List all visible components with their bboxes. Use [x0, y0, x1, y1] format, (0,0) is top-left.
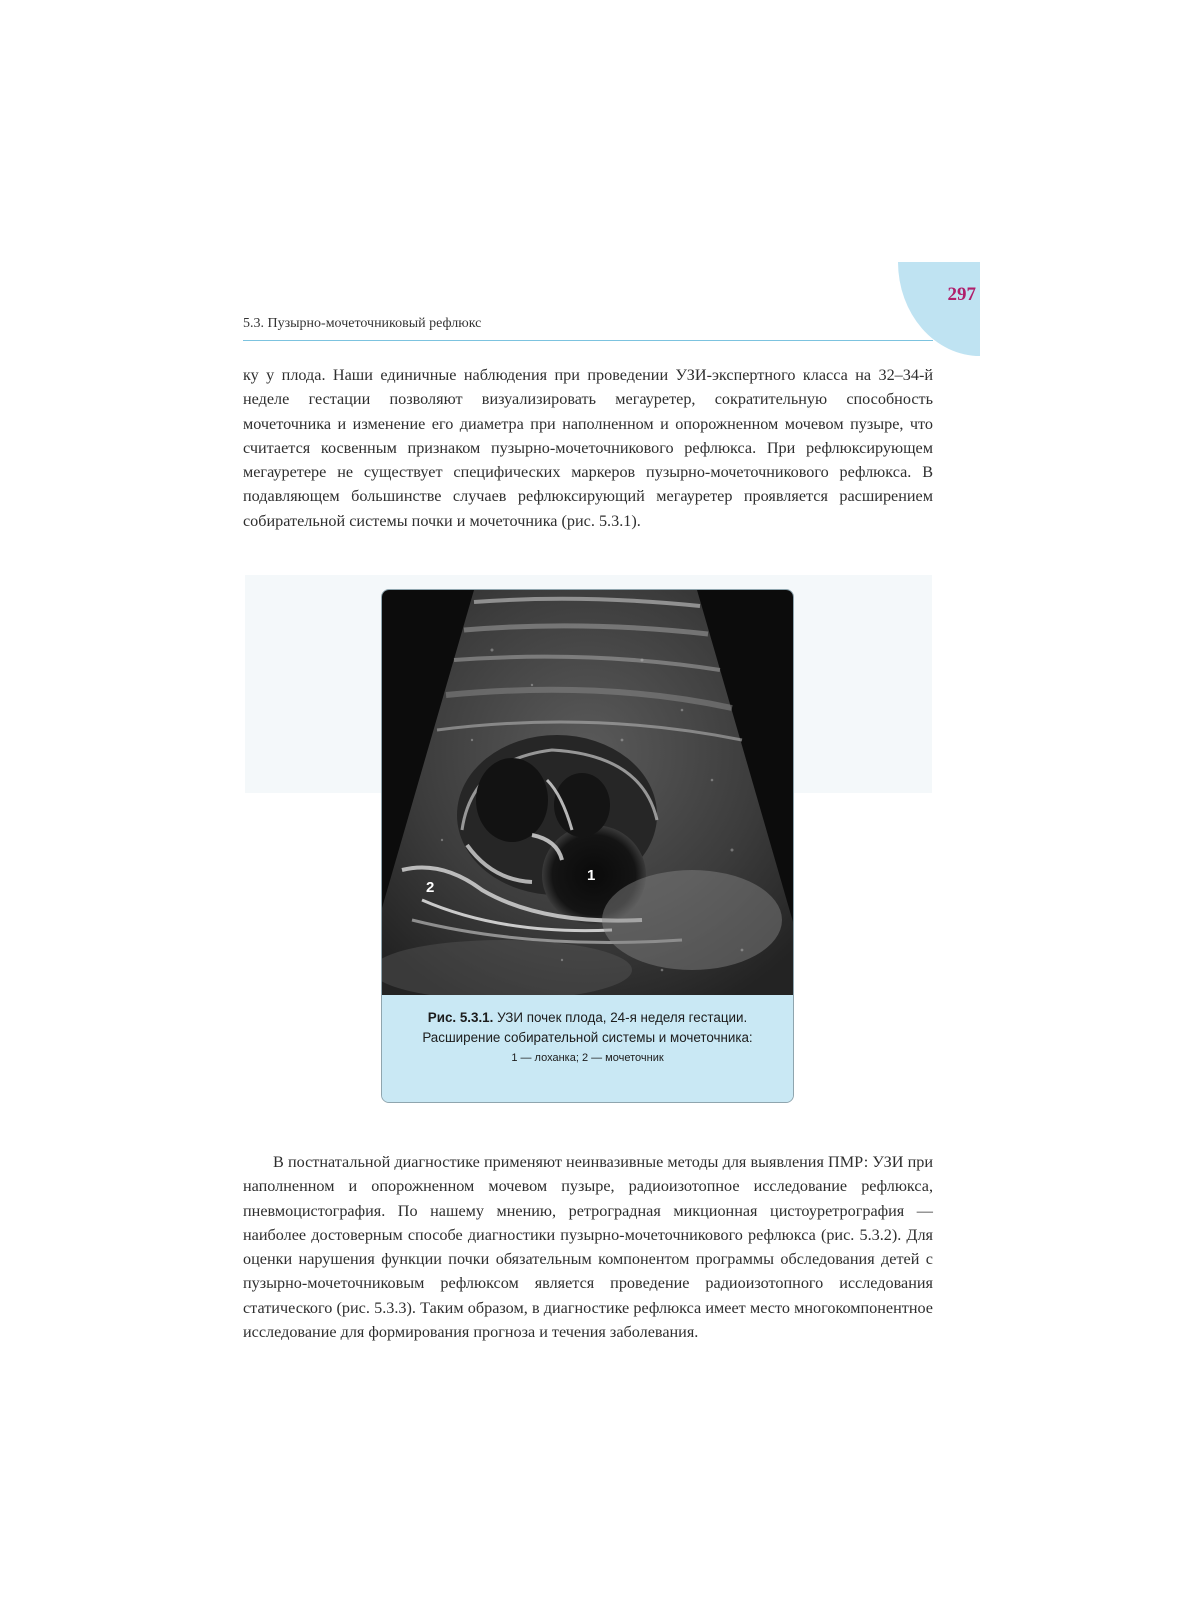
marker-ureter: 2: [426, 879, 435, 896]
body-text-bottom: [243, 1150, 933, 1344]
figure-caption: [382, 995, 793, 1102]
running-head: 5.3. Пузырно-мочеточниковый рефлюкс: [243, 316, 482, 331]
figure-5-3-1: [381, 589, 794, 1103]
paragraph: В постнатальной диагностике применяют неинвазивные методы для выявления ПМР: УЗИ при наполненном и опорожненном мочевом пузыре, радиоизотопное исследование рефлюкса, пневмоцистография. По нашему мнению, ретроградная микционная цистоуретрография — наиболее достоверным способе диагностики пузырно-мочеточникового рефлюкса (рис. 5.3.2). Для оценки нарушения функции почки обязательным компонентом программы обследования детей с пузырно-мочеточниковым рефлюксом является проведение радиоизотопного исследования статического (рис. 5.3.3). Таким образом, в диагностике рефлюкса имеет место многокомпонентное исследование для формирования прогноза и течения заболевания.: [243, 1153, 933, 1342]
page-number: 297: [947, 284, 976, 305]
caption-label: Рис. 5.3.1.: [427, 1010, 494, 1025]
paragraph: ку у плода. Наши единичные наблюдения при проведении УЗИ-экспертного класса на 32–34-й неделе гестации позволяют визуализировать мегауретер, сократительную способность мочеточника и изменение его диаметра при наполненном и опорожненном мочевом пузыре, что считается косвенным признаком пузырно-мочеточникового рефлюкса. При рефлюксирующем мегауретере не существует специфических маркеров пузырно-мочеточникового рефлюкса. В подавляющем большинстве случаев рефлюксирующий мегауретер проявляется расширением собирательной системы почки и мочеточника (рис. 5.3.1).: [243, 366, 933, 530]
body-text-top: [243, 363, 933, 533]
caption-text: УЗИ почек плода, 24-я неделя гестации. Расширение собирательной системы и мочеточника:: [422, 1010, 753, 1045]
page-number-tab: [898, 262, 980, 356]
caption-legend: 1 — лоханка; 2 — мочеточник: [511, 1052, 664, 1064]
ultrasound-image: [382, 590, 793, 995]
marker-pelvis: 1: [587, 867, 596, 884]
header-rule: [243, 340, 933, 341]
caption-main: [400, 1008, 775, 1048]
